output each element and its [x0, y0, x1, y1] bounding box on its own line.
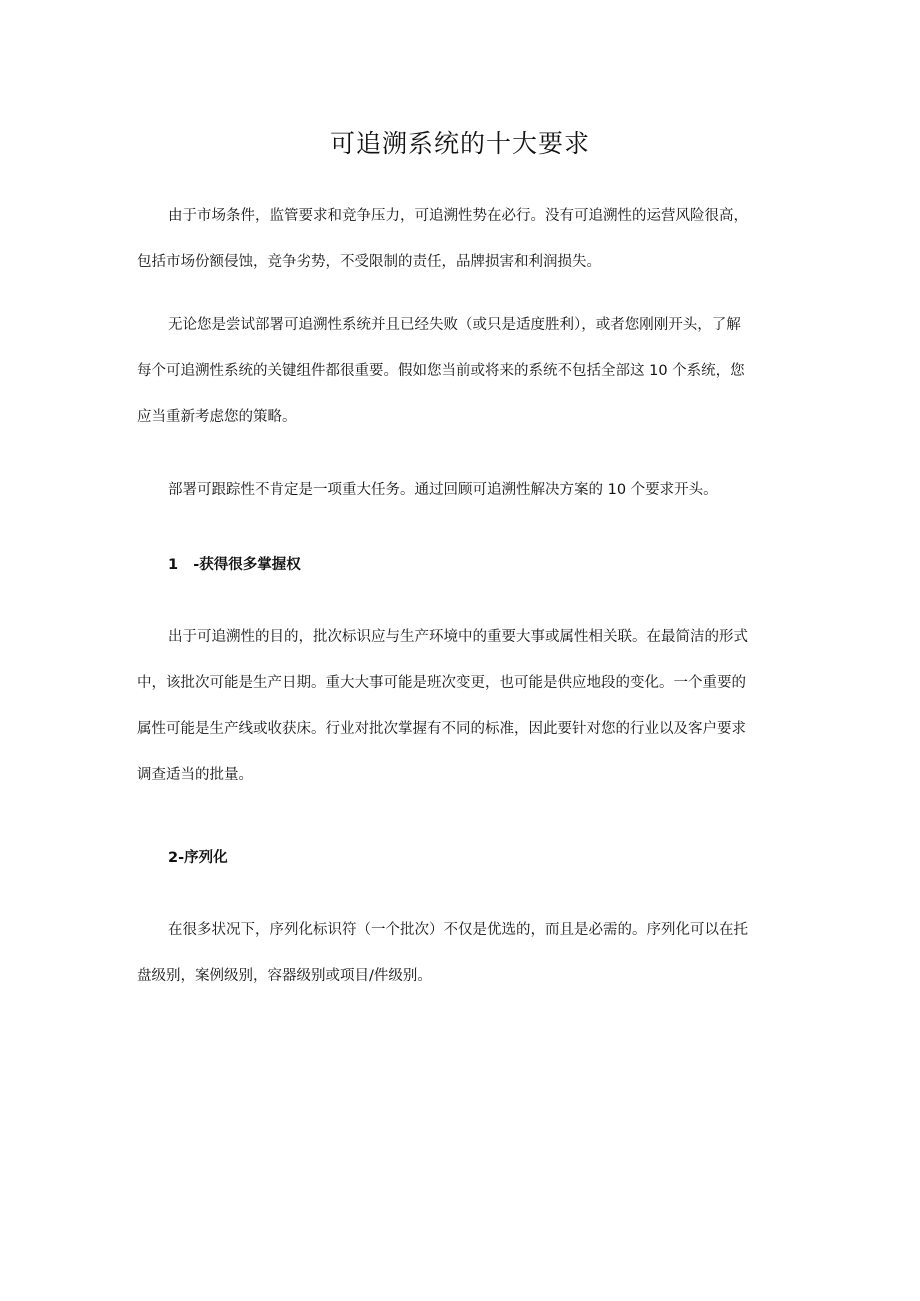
- intro-paragraph-2: [137, 302, 787, 440]
- paragraph-line: 调查适当的批量。: [137, 767, 253, 783]
- paragraph-line: 每个可追溯性系统的关键组件都很重要。假如您当前或将来的系统不包括全部这 10 个系统，您: [137, 363, 745, 379]
- paragraph-line: 属性可能是生产线或收获床。行业对批次掌握有不同的标准，因此要针对您的行业以及客户要求: [137, 721, 746, 737]
- paragraph-line: 中，该批次可能是生产日期。重大大事可能是班次变更，也可能是供应地段的变化。一个重要的: [137, 675, 746, 691]
- paragraph-line: 由于市场条件，监管要求和竞争压力，可追溯性势在必行。没有可追溯性的运营风险很高，: [168, 208, 748, 224]
- section-heading-1: 1 -获得很多掌握权: [168, 557, 301, 573]
- paragraph-line: 盘级别，案例级别，容器级别或项目/件级别。: [137, 968, 432, 984]
- section-1-paragraph: [137, 614, 787, 798]
- document-title: 可追溯系统的十大要求: [329, 129, 590, 158]
- section-heading-2: 2-序列化: [168, 850, 228, 866]
- section-2-paragraph: [137, 907, 787, 999]
- paragraph-line: 无论您是尝试部署可追溯性系统并且已经失败（或只是适度胜利），或者您刚刚开头，了解: [168, 317, 741, 333]
- paragraph-line: 在很多状况下，序列化标识符（一个批次）不仅是优选的，而且是必需的。序列化可以在托: [168, 922, 748, 938]
- paragraph-line: 包括市场份额侵蚀，竞争劣势，不受限制的责任，品牌损害和利润损失。: [137, 254, 601, 270]
- intro-paragraph-1: [137, 193, 787, 285]
- paragraph-line: 部署可跟踪性不肯定是一项重大任务。通过回顾可追溯性解决方案的 10 个要求开头。: [168, 482, 718, 498]
- paragraph-line: 出于可追溯性的目的，批次标识应与生产环境中的重要大事或属性相关联。在最简洁的形式: [168, 629, 748, 645]
- intro-paragraph-3: [137, 467, 787, 513]
- paragraph-line: 应当重新考虑您的策略。: [137, 409, 297, 425]
